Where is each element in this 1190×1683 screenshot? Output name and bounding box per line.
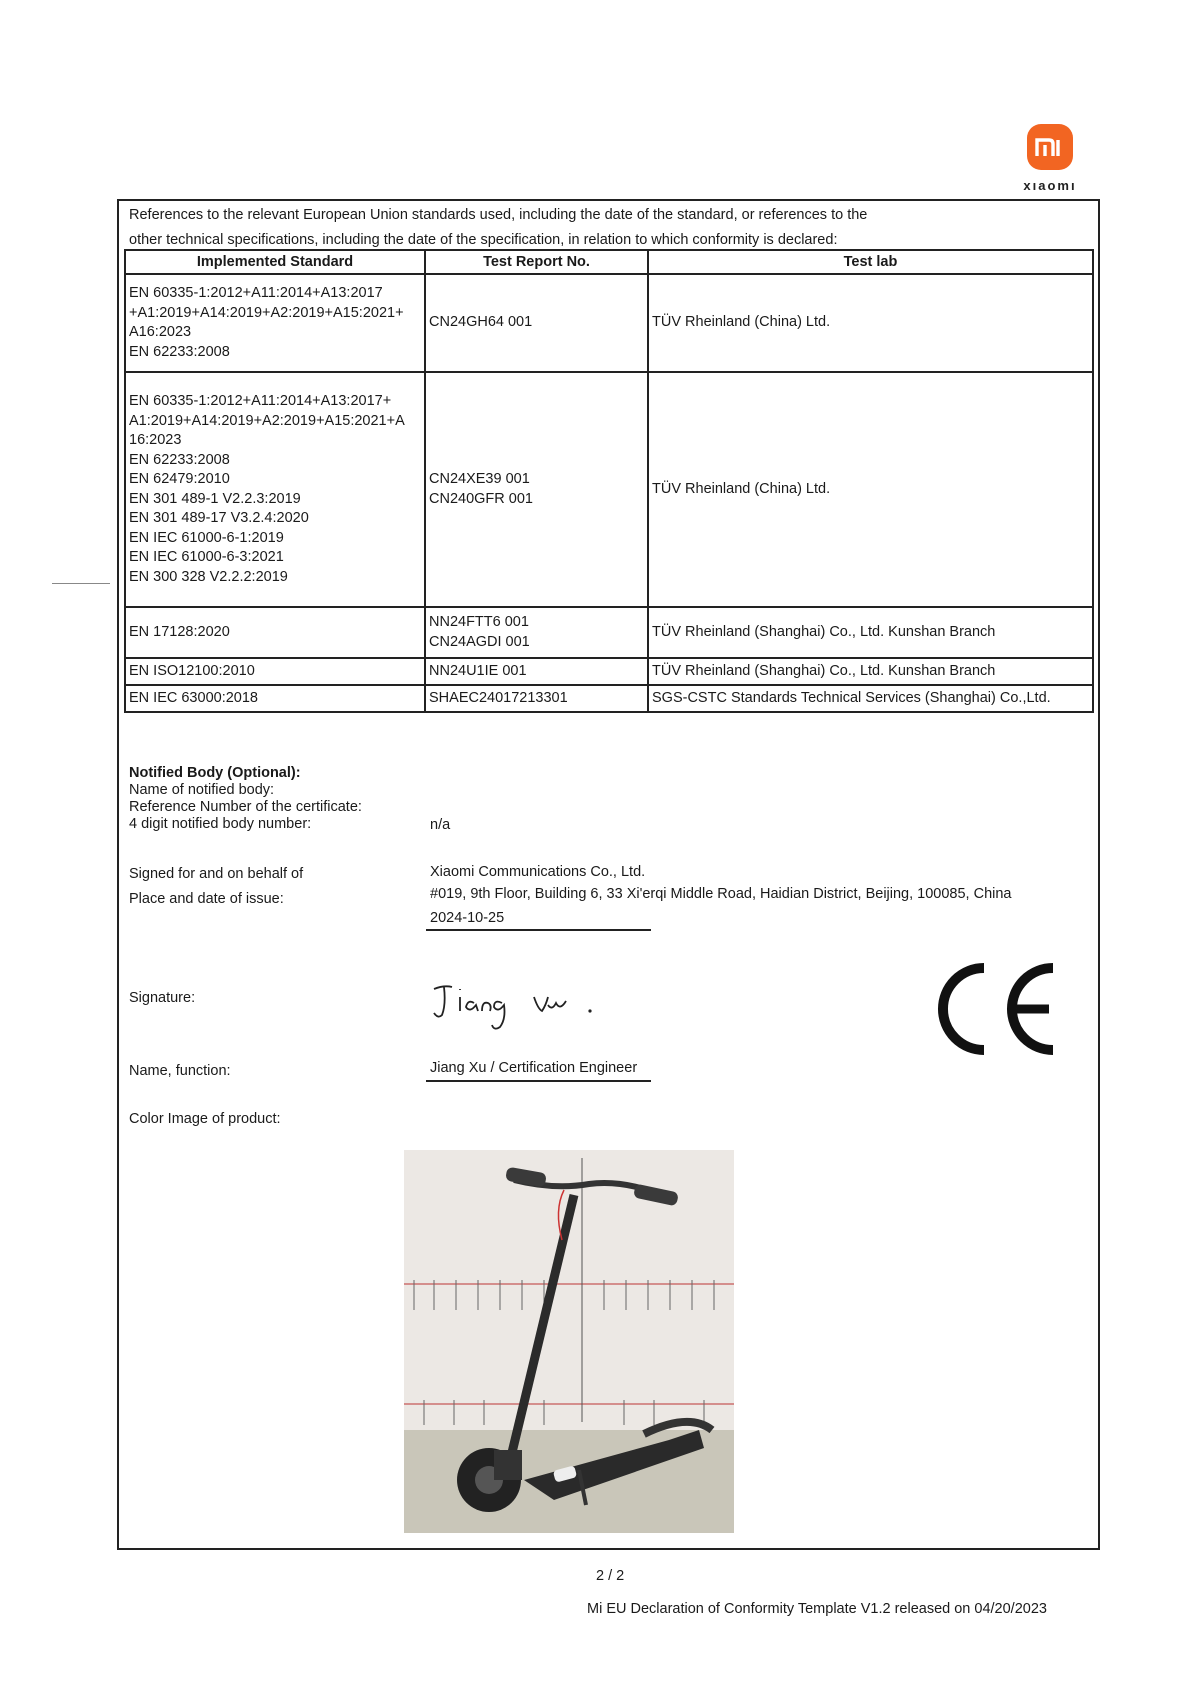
mi-logo-icon <box>1027 124 1073 170</box>
table-row <box>125 372 1093 607</box>
company-name: Xiaomi Communications Co., Ltd. <box>430 864 646 880</box>
intro-text <box>129 203 1029 253</box>
scan-artifact-line <box>52 583 110 584</box>
standard-cell <box>125 607 425 658</box>
standard-line: EN IEC 63000:2018 <box>129 689 258 706</box>
intro-line: other technical specifications, including the date of the specification, in relation to which conformity is declared: <box>129 232 838 248</box>
report-number: NN24FTT6 001 <box>429 614 529 630</box>
notified-body-title: Notified Body (Optional): <box>129 765 301 781</box>
lab-cell: TÜV Rheinland (China) Ltd. <box>648 274 1093 372</box>
company-address: #019, 9th Floor, Building 6, 33 Xi'erqi Middle Road, Haidian District, Beijing, 100085, China <box>430 886 1012 902</box>
header-test-report-no: Test Report No. <box>425 250 648 274</box>
report-cell <box>425 274 648 372</box>
report-cell <box>425 658 648 685</box>
notified-body-name-label: Name of notified body: <box>129 782 275 798</box>
standard-line: 16:2023 <box>129 432 182 448</box>
date-underline <box>426 929 651 931</box>
table-row <box>125 658 1093 685</box>
xiaomi-logo <box>1021 124 1079 206</box>
notified-body-number-label: 4 digit notified body number: <box>129 816 312 832</box>
name-function-value: Jiang Xu / Certification Engineer <box>430 1060 638 1076</box>
standard-line: A16:2023 <box>129 324 192 340</box>
standard-line: EN 60335-1:2012+A11:2014+A13:2017 <box>129 285 383 301</box>
standard-line: A1:2019+A14:2019+A2:2019+A15:2021+A <box>129 412 405 429</box>
notified-body-section <box>129 765 362 833</box>
standard-line: EN 300 328 V2.2.2:2019 <box>129 568 288 585</box>
place-date-label: Place and date of issue: <box>129 891 284 907</box>
signature-label: Signature: <box>129 990 196 1006</box>
ce-mark-icon <box>935 960 1060 1058</box>
report-cell <box>425 372 648 607</box>
lab-cell: SGS-CSTC Standards Technical Services (Shanghai) Co.,Ltd. <box>648 685 1093 712</box>
report-number: NN24U1IE 001 <box>429 662 527 679</box>
certificate-ref-label: Reference Number of the certificate: <box>129 799 362 815</box>
standard-line: EN 301 489-1 V2.2.3:2019 <box>129 490 301 507</box>
template-footer: Mi EU Declaration of Conformity Template V1.2 released on 04/20/2023 <box>587 1601 1047 1617</box>
standard-line: EN 301 489-17 V3.2.4:2020 <box>129 510 309 526</box>
standard-line: EN 17128:2020 <box>129 623 230 640</box>
brand-wordmark: xıaomı <box>1023 178 1077 193</box>
table-row <box>125 274 1093 372</box>
lab-cell: TÜV Rheinland (Shanghai) Co., Ltd. Kunshan Branch <box>648 607 1093 658</box>
issue-date: 2024-10-25 <box>430 910 505 926</box>
standards-table <box>124 249 1094 713</box>
report-number: CN24AGDI 001 <box>429 633 530 650</box>
lab-cell: TÜV Rheinland (China) Ltd. <box>648 372 1093 607</box>
report-cell <box>425 685 648 712</box>
lab-cell: TÜV Rheinland (Shanghai) Co., Ltd. Kunshan Branch <box>648 658 1093 685</box>
standard-line: EN 62233:2008 <box>129 343 230 360</box>
standard-line: +A1:2019+A14:2019+A2:2019+A15:2021+ <box>129 304 404 321</box>
notified-body-value: n/a <box>430 817 451 833</box>
standard-line: EN 60335-1:2012+A11:2014+A13:2017+ <box>129 393 392 409</box>
report-number: CN24XE39 001 <box>429 471 530 487</box>
table-row <box>125 607 1093 658</box>
report-number: CN240GFR 001 <box>429 490 533 507</box>
name-function-label: Name, function: <box>129 1063 231 1079</box>
header-test-lab: Test lab <box>648 250 1093 274</box>
name-underline <box>426 1080 651 1082</box>
standard-line: EN 62479:2010 <box>129 471 230 487</box>
page-number: 2 / 2 <box>596 1568 625 1584</box>
report-number: SHAEC24017213301 <box>429 689 568 706</box>
standard-line: EN IEC 61000-6-3:2021 <box>129 549 284 565</box>
product-image-label: Color Image of product: <box>129 1111 281 1127</box>
signed-for-label: Signed for and on behalf of <box>129 866 304 882</box>
product-photo <box>404 1150 734 1533</box>
handwritten-signature <box>430 975 630 1035</box>
report-cell <box>425 607 648 658</box>
standard-cell <box>125 685 425 712</box>
standard-cell <box>125 274 425 372</box>
standard-line: EN ISO12100:2010 <box>129 662 255 679</box>
report-number: CN24GH64 001 <box>429 314 533 331</box>
standard-cell <box>125 372 425 607</box>
standard-line: EN 62233:2008 <box>129 451 230 468</box>
standard-cell <box>125 658 425 685</box>
standard-line: EN IEC 61000-6-1:2019 <box>129 529 284 546</box>
header-implemented-standard: Implemented Standard <box>125 250 425 274</box>
table-header-row <box>125 250 1093 274</box>
table-row <box>125 685 1093 712</box>
intro-line: References to the relevant European Union standards used, including the date of the standard, or references to the <box>129 207 868 223</box>
